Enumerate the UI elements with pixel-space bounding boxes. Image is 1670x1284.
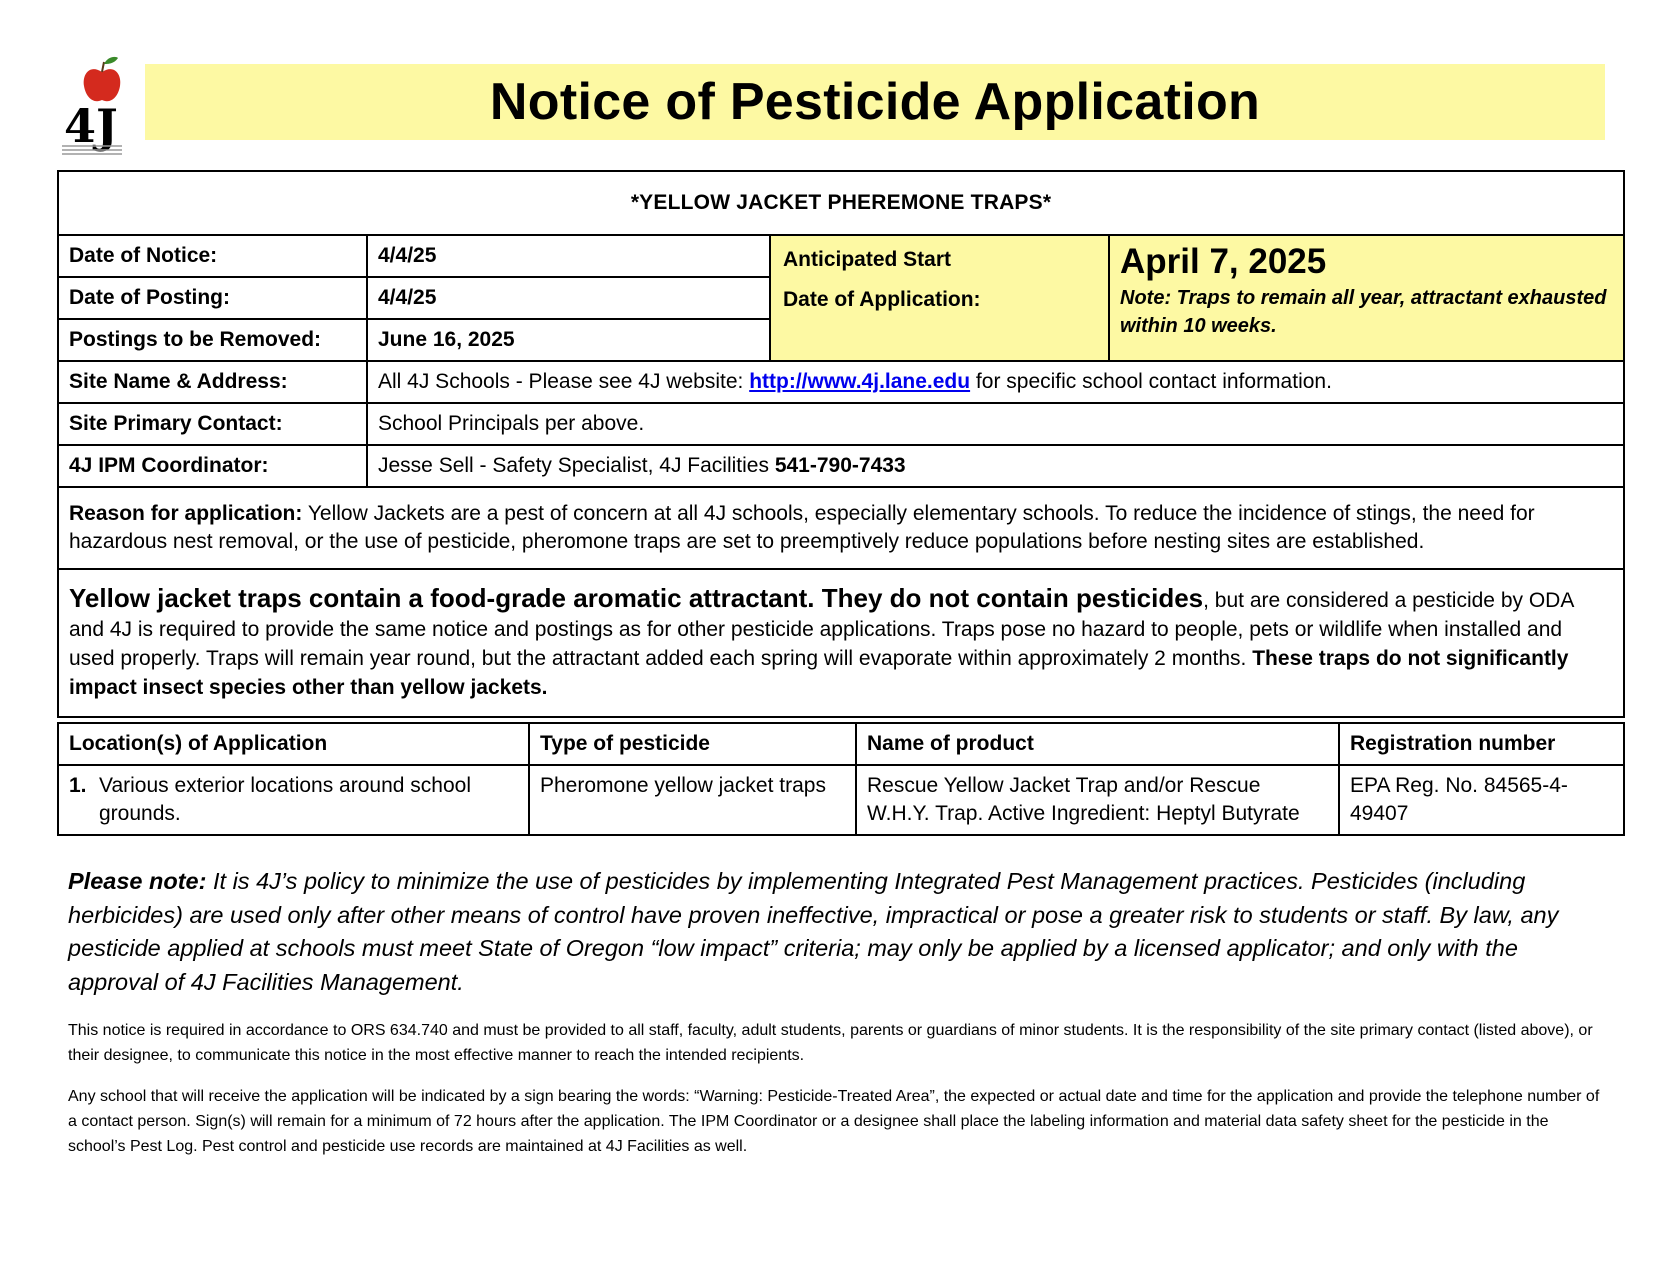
reason-paragraph [58, 487, 1624, 569]
apple-icon [84, 57, 121, 101]
postings-removed-value: June 16, 2025 [367, 319, 770, 361]
date-of-posting-value: 4/4/25 [367, 277, 770, 319]
traps-paragraph [58, 569, 1624, 717]
anticipated-start-label [770, 235, 1109, 361]
registration-cell: EPA Reg. No. 84565-4-49407 [1339, 765, 1624, 835]
date-of-notice-value: 4/4/25 [367, 235, 770, 277]
product-cell: Rescue Yellow Jacket Trap and/or Rescue W.H.Y. Trap. Active Ingredient: Heptyl Butyrate [856, 765, 1339, 835]
reason-label: Reason for application: [69, 502, 303, 525]
date-of-posting-label: Date of Posting: [58, 277, 367, 319]
table-row [58, 765, 1624, 835]
col-header-location: Location(s) of Application [58, 723, 529, 765]
postings-removed-label: Postings to be Removed: [58, 319, 367, 361]
anticipated-start-value [1109, 235, 1624, 361]
applications-table [57, 722, 1625, 836]
traps-text: , but are considered a pesticide by ODA and 4J is required to provide the same notice and postings as for other pesticide applications. Traps pose no hazard to people, pets or wildlife when installed and used properly. Traps will remain year round, but the attractant added each spring will evaporate within approximately 2 months. [69, 589, 1574, 670]
ipm-name: Jesse Sell - Safety Specialist, 4J Facilities [378, 454, 775, 477]
site-value [367, 361, 1624, 403]
ipm-value [367, 445, 1624, 487]
title-banner [145, 64, 1605, 140]
logo-text: 4J [64, 99, 118, 153]
start-note: Note: Traps to remain all year, attractant exhausted within 10 weeks. [1120, 287, 1607, 337]
please-note-paragraph [68, 865, 1588, 999]
district-logo [62, 50, 128, 166]
anticipated-line-1: Anticipated Start [783, 248, 952, 271]
notice-table [57, 170, 1625, 718]
notice-banner: *YELLOW JACKET PHEREMONE TRAPS* [58, 171, 1624, 235]
reason-text: Yellow Jackets are a pest of concern at all 4J schools, especially elementary schools. To reduce the incidence of stings, the need for hazardous nest removal, or the use of pesticide, pheromone traps are set to preemptively reduce populations before nesting sites are established. [69, 502, 1535, 553]
please-label: Please note: [68, 868, 207, 894]
contact-value: School Principals per above. [367, 403, 1624, 445]
col-header-registration: Registration number [1339, 723, 1624, 765]
notice-requirement-paragraph: This notice is required in accordance to ORS 634.740 and must be provided to all staff, faculty, adult students, parents or guardians of minor students. It is the responsibility of the site primary contact (listed above), or their designee, to communicate this notice in the most effective manner to reach the intended recipients. [68, 1022, 1593, 1064]
school-sign-paragraph: Any school that will receive the application will be indicated by a sign bearing the words: “Warning: Pesticide-Treated Area”, the expected or actual date and time for the application and provide the telephone number of a contact person. Sign(s) will remain for a minimum of 72 hours after the application. The IPM Coordinator or a designee shall place the labeling information and material data safety sheet for the pesticide in the school’s Pest Log. Pest control and pesticide use records are maintained at 4J Facilities as well. [68, 1088, 1600, 1155]
start-date: April 7, 2025 [1120, 242, 1327, 281]
type-cell: Pheromone yellow jacket traps [529, 765, 856, 835]
contact-label: Site Primary Contact: [58, 403, 367, 445]
row-number: 1. [69, 774, 87, 797]
location-text: Various exterior locations around school grounds. [99, 774, 471, 825]
site-suffix: for specific school contact information. [970, 370, 1332, 393]
site-prefix: All 4J Schools - Please see 4J website: [378, 370, 750, 393]
website-link[interactable]: http://www.4j.lane.edu [749, 370, 971, 393]
col-header-type: Type of pesticide [529, 723, 856, 765]
location-cell [58, 765, 529, 835]
page-title: Notice of Pesticide Application [489, 73, 1261, 131]
traps-bold: Yellow jacket traps contain a food-grade aromatic attractant. They do not contain pesticides [69, 583, 1204, 613]
col-header-product: Name of product [856, 723, 1339, 765]
site-label: Site Name & Address: [58, 361, 367, 403]
ipm-label: 4J IPM Coordinator: [58, 445, 367, 487]
please-text: It is 4J’s policy to minimize the use of pesticides by implementing Integrated Pest Management practices. Pesticides (including herbicides) are used only after other means of control have proven ineffective, impractical or pose a greater risk to students or staff. By law, any pesticide applied at schools must meet State of Oregon “low impact” criteria; may only be applied by a licensed applicator; and only with the approval of 4J Facilities Management. [68, 868, 1559, 995]
anticipated-line-2: Date of Application: [783, 288, 981, 311]
date-of-notice-label: Date of Notice: [58, 235, 367, 277]
ipm-phone: 541-790-7433 [774, 454, 906, 477]
traps-bold-end: These traps do not significantly impact insect species other than yellow jackets. [69, 647, 1569, 699]
